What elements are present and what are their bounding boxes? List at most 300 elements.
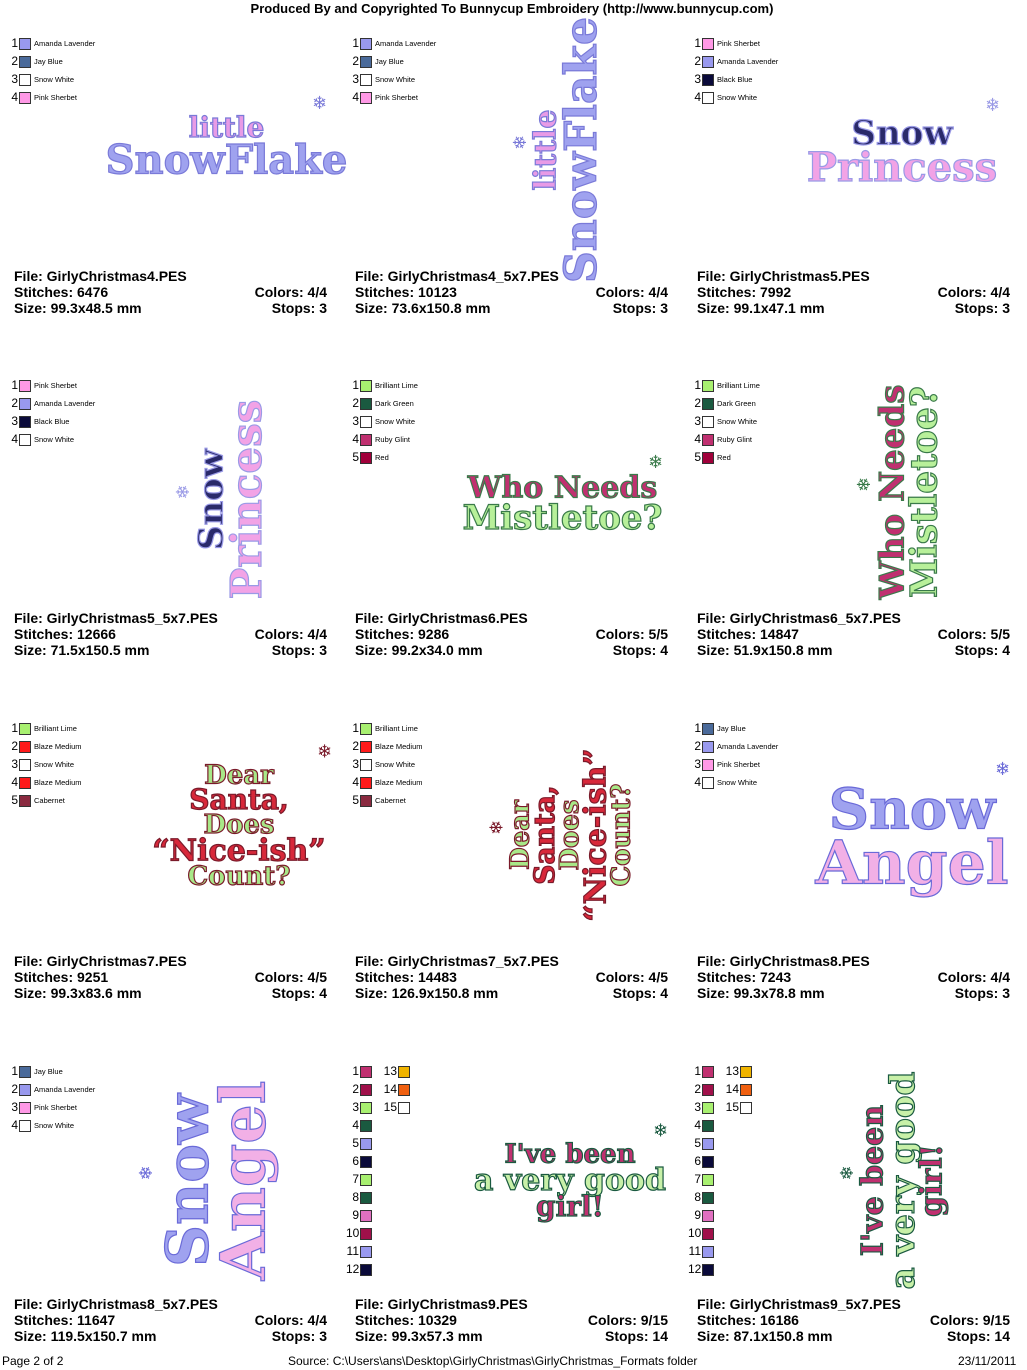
design-lettering: Dear xyxy=(505,800,536,870)
swatch-color-name: Snow White xyxy=(34,1121,75,1130)
swatch-color-box xyxy=(19,1120,31,1132)
swatch-number: 9 xyxy=(352,1208,359,1222)
swatch-color-box xyxy=(360,1174,372,1186)
design-lettering: girl! xyxy=(914,1144,950,1217)
swatch-color-box xyxy=(19,723,31,735)
info-row xyxy=(14,1312,327,1328)
info-row xyxy=(14,300,327,316)
swatch-color-box xyxy=(19,759,31,771)
info-row xyxy=(355,1296,668,1312)
swatch-color-box xyxy=(702,1138,714,1150)
swatch-color-box xyxy=(19,38,31,50)
swatch-color-name: Jay Blue xyxy=(34,57,63,66)
page-header: Produced By and Copyrighted To Bunnycup Embroidery (http://www.bunnycup.com) xyxy=(250,1,774,16)
swatch-color-box xyxy=(360,92,372,104)
design-size: Size: 99.3x83.6 mm xyxy=(14,985,142,1001)
swatch-number: 10 xyxy=(346,1226,360,1240)
color-swatch-row xyxy=(688,1172,858,1190)
swatch-number: 14 xyxy=(383,1082,397,1096)
swatch-color-box xyxy=(19,741,31,753)
snowflake-icon: ❄ xyxy=(510,134,531,150)
swatch-number: 4 xyxy=(11,90,18,104)
color-swatch-row xyxy=(346,1262,516,1280)
swatch-color-name: Pink Sherbet xyxy=(717,760,760,769)
swatch-color-name: Snow White xyxy=(717,778,758,787)
color-swatch-row xyxy=(5,721,175,739)
design-lettering: “Nice-ish” xyxy=(578,748,614,922)
info-row xyxy=(14,1296,327,1312)
swatch-color-name: Ruby Glint xyxy=(717,435,753,444)
color-count: Colors: 4/4 xyxy=(937,969,1010,985)
swatch-color-box xyxy=(702,398,714,410)
swatch-color-name: Amanda Lavender xyxy=(717,57,779,66)
color-swatch-row xyxy=(688,72,858,90)
swatch-color-box xyxy=(19,416,31,428)
swatch-number: 2 xyxy=(11,1082,18,1096)
file-name: File: GirlyChristmas5.PES xyxy=(697,268,870,284)
swatch-color-name: Black Blue xyxy=(717,75,753,84)
swatch-color-name: Amanda Lavender xyxy=(34,1085,96,1094)
swatch-color-box xyxy=(702,380,714,392)
swatch-color-box xyxy=(702,434,714,446)
swatch-number: 2 xyxy=(352,1082,359,1096)
info-row xyxy=(355,610,668,626)
design-lettering: Mistletoe? xyxy=(462,497,663,538)
info-row xyxy=(14,969,327,985)
swatch-color-box xyxy=(360,380,372,392)
swatch-number: 4 xyxy=(11,432,18,446)
design-info xyxy=(697,953,1010,1001)
design-info xyxy=(355,268,668,316)
stitch-count: Stitches: 16186 xyxy=(697,1312,799,1328)
stitch-count: Stitches: 9251 xyxy=(14,969,109,985)
color-swatch-row xyxy=(5,378,175,396)
swatch-color-name: Brilliant Lime xyxy=(375,381,418,390)
swatch-number: 4 xyxy=(11,1118,18,1132)
design-info xyxy=(14,610,327,658)
swatch-number: 3 xyxy=(11,757,18,771)
swatch-color-box xyxy=(360,795,372,807)
swatch-number: 3 xyxy=(694,1100,701,1114)
swatch-color-box xyxy=(360,38,372,50)
color-swatch-row xyxy=(688,378,858,396)
design-info xyxy=(14,1296,327,1344)
stop-count: Stops: 4 xyxy=(271,985,327,1001)
swatch-color-name: Jay Blue xyxy=(717,724,746,733)
swatch-color-name: Jay Blue xyxy=(375,57,404,66)
stop-count: Stops: 3 xyxy=(271,1328,327,1344)
swatch-number: 3 xyxy=(352,414,359,428)
swatch-number: 4 xyxy=(694,1118,701,1132)
swatch-number: 1 xyxy=(352,36,359,50)
info-row xyxy=(355,642,668,658)
swatch-color-name: Brilliant Lime xyxy=(375,724,418,733)
swatch-color-box xyxy=(702,1084,714,1096)
design-card xyxy=(11,695,344,1025)
swatch-color-box xyxy=(19,1102,31,1114)
stitch-count: Stitches: 11647 xyxy=(14,1312,116,1328)
swatch-color-box xyxy=(740,1084,752,1096)
color-swatch-row xyxy=(346,396,516,414)
swatch-number: 3 xyxy=(694,757,701,771)
swatch-number: 13 xyxy=(725,1064,739,1078)
color-swatch-row xyxy=(5,414,175,432)
swatch-color-box xyxy=(360,398,372,410)
color-palette xyxy=(688,1064,858,1280)
swatch-color-name: Blaze Medium xyxy=(34,778,82,787)
swatch-number: 12 xyxy=(346,1262,360,1276)
swatch-color-box xyxy=(702,416,714,428)
design-lettering: Snow xyxy=(191,448,232,551)
swatch-color-box xyxy=(702,741,714,753)
swatch-color-box xyxy=(702,38,714,50)
design-lettering: girl! xyxy=(536,1189,604,1223)
swatch-color-box xyxy=(702,1102,714,1114)
design-lettering: Princess xyxy=(221,399,271,600)
design-card xyxy=(352,10,685,340)
swatch-number: 11 xyxy=(346,1244,359,1258)
swatch-color-name: Ruby Glint xyxy=(375,435,411,444)
swatch-color-name: Snow White xyxy=(34,435,75,444)
snowflake-icon: ❄ xyxy=(486,819,508,835)
design-size: Size: 99.1x47.1 mm xyxy=(697,300,825,316)
info-row xyxy=(697,1328,1010,1344)
color-count: Colors: 5/5 xyxy=(937,626,1010,642)
file-name: File: GirlyChristmas7.PES xyxy=(14,953,187,969)
info-row xyxy=(697,1312,1010,1328)
stop-count: Stops: 4 xyxy=(612,985,668,1001)
swatch-color-name: Amanda Lavender xyxy=(717,742,779,751)
swatch-color-name: Amanda Lavender xyxy=(34,399,96,408)
design-info xyxy=(697,1296,1010,1344)
swatch-number: 5 xyxy=(694,1136,701,1150)
design-card xyxy=(688,1038,1027,1368)
design-info xyxy=(697,268,1010,316)
swatch-number: 2 xyxy=(694,739,701,753)
stop-count: Stops: 3 xyxy=(612,300,668,316)
swatch-color-name: Blaze Medium xyxy=(34,742,82,751)
swatch-number: 1 xyxy=(694,36,701,50)
swatch-number: 4 xyxy=(352,432,359,446)
color-swatch-row xyxy=(688,1226,858,1244)
swatch-number: 4 xyxy=(694,775,701,789)
swatch-color-box xyxy=(702,1156,714,1168)
color-palette xyxy=(346,378,516,468)
design-card xyxy=(11,352,344,682)
design-lettering: little xyxy=(188,110,265,144)
stitch-count: Stitches: 9286 xyxy=(355,626,450,642)
design-size: Size: 99.2x34.0 mm xyxy=(355,642,483,658)
design-card xyxy=(694,695,1027,1025)
swatch-color-name: Cabernet xyxy=(375,796,406,805)
design-size: Size: 119.5x150.7 mm xyxy=(14,1328,157,1344)
info-row xyxy=(14,953,327,969)
info-row xyxy=(697,284,1010,300)
swatch-number: 1 xyxy=(352,378,359,392)
snowflake-icon: ❄ xyxy=(136,1165,157,1181)
swatch-color-box xyxy=(360,452,372,464)
stop-count: Stops: 4 xyxy=(612,642,668,658)
swatch-color-box xyxy=(19,1066,31,1078)
swatch-color-box xyxy=(702,1192,714,1204)
swatch-color-name: Pink Sherbet xyxy=(34,381,77,390)
file-name: File: GirlyChristmas4.PES xyxy=(14,268,187,284)
swatch-color-box xyxy=(19,380,31,392)
design-size: Size: 99.3x57.3 mm xyxy=(355,1328,483,1344)
swatch-color-name: Snow White xyxy=(717,417,758,426)
swatch-color-box xyxy=(360,434,372,446)
swatch-number: 1 xyxy=(694,721,701,735)
swatch-color-name: Blaze Medium xyxy=(375,742,423,751)
swatch-number: 9 xyxy=(694,1208,701,1222)
design-info xyxy=(355,953,668,1001)
stitch-count: Stitches: 10329 xyxy=(355,1312,457,1328)
design-lettering: Does xyxy=(203,810,275,841)
design-lettering: Mistletoe? xyxy=(903,386,946,598)
swatch-number: 3 xyxy=(352,757,359,771)
swatch-color-name: Brilliant Lime xyxy=(34,724,77,733)
swatch-number: 7 xyxy=(694,1172,701,1186)
swatch-number: 2 xyxy=(11,739,18,753)
design-lettering: Count? xyxy=(606,783,637,887)
color-swatch-row xyxy=(688,1190,858,1208)
color-swatch-row xyxy=(5,72,175,90)
color-swatch-row xyxy=(688,1262,858,1280)
design-card xyxy=(352,695,685,1025)
stop-count: Stops: 3 xyxy=(271,642,327,658)
swatch-color-name: Snow White xyxy=(375,417,416,426)
design-lettering: Snow xyxy=(153,1094,222,1267)
swatch-number: 2 xyxy=(694,1082,701,1096)
swatch-number: 6 xyxy=(694,1154,701,1168)
design-lettering: Angel xyxy=(206,1080,280,1281)
color-swatch-row xyxy=(688,1100,858,1118)
swatch-color-box xyxy=(702,56,714,68)
swatch-color-box xyxy=(19,1084,31,1096)
design-info xyxy=(14,953,327,1001)
stitch-count: Stitches: 12666 xyxy=(14,626,116,642)
swatch-color-box xyxy=(360,56,372,68)
design-lettering: Does xyxy=(555,799,586,871)
swatch-color-box xyxy=(702,1228,714,1240)
swatch-color-name: Jay Blue xyxy=(34,1067,63,1076)
stop-count: Stops: 4 xyxy=(954,642,1010,658)
info-row xyxy=(14,985,327,1001)
swatch-number: 2 xyxy=(694,396,701,410)
info-row xyxy=(697,626,1010,642)
swatch-color-box xyxy=(702,1174,714,1186)
stitch-count: Stitches: 7992 xyxy=(697,284,792,300)
swatch-color-box xyxy=(19,777,31,789)
swatch-number: 1 xyxy=(694,378,701,392)
file-name: File: GirlyChristmas4_5x7.PES xyxy=(355,268,559,284)
file-name: File: GirlyChristmas8_5x7.PES xyxy=(14,1296,218,1312)
swatch-color-box xyxy=(360,1066,372,1078)
color-count: Colors: 4/4 xyxy=(254,284,327,300)
swatch-color-box xyxy=(19,795,31,807)
swatch-color-box xyxy=(398,1066,410,1078)
swatch-color-box xyxy=(360,777,372,789)
color-swatch-row xyxy=(688,1136,858,1154)
file-name: File: GirlyChristmas9_5x7.PES xyxy=(697,1296,901,1312)
color-swatch-row xyxy=(5,432,175,450)
embroidery-design-image xyxy=(847,382,967,602)
color-swatch-row xyxy=(688,54,858,72)
design-lettering: a very good xyxy=(882,1071,923,1290)
swatch-number: 3 xyxy=(694,72,701,86)
color-swatch-row xyxy=(688,721,858,739)
design-card xyxy=(694,352,1027,682)
design-info xyxy=(355,610,668,658)
stop-count: Stops: 14 xyxy=(946,1328,1010,1344)
swatch-color-box xyxy=(19,56,31,68)
embroidery-design-image xyxy=(837,1068,967,1293)
info-row xyxy=(697,969,1010,985)
swatch-color-box xyxy=(360,723,372,735)
design-lettering: little xyxy=(528,109,564,191)
swatch-number: 2 xyxy=(352,396,359,410)
swatch-color-box xyxy=(702,759,714,771)
color-count: Colors: 5/5 xyxy=(595,626,668,642)
color-swatch-row xyxy=(346,36,516,54)
swatch-color-box xyxy=(360,741,372,753)
swatch-color-box xyxy=(19,74,31,86)
embroidery-design-image xyxy=(455,452,670,542)
design-lettering: Santa, xyxy=(189,783,289,817)
swatch-number: 1 xyxy=(11,1064,18,1078)
info-row xyxy=(697,268,1010,284)
design-card xyxy=(694,10,1027,340)
color-swatch-row xyxy=(688,414,858,432)
info-row xyxy=(355,969,668,985)
design-lettering: I've been xyxy=(504,1139,636,1170)
embroidery-design-image xyxy=(807,755,1017,915)
swatch-color-box xyxy=(702,92,714,104)
info-row xyxy=(14,1328,327,1344)
snowflake-icon: ❄ xyxy=(985,95,1001,116)
swatch-number: 1 xyxy=(11,721,18,735)
color-swatch-row xyxy=(688,36,858,54)
color-swatch-row xyxy=(346,432,516,450)
color-swatch-row xyxy=(346,1064,516,1082)
color-swatch-row xyxy=(5,396,175,414)
swatch-number: 3 xyxy=(11,72,18,86)
snowflake-icon: ❄ xyxy=(837,1165,858,1181)
design-lettering: Snow xyxy=(851,113,953,154)
swatch-color-name: Amanda Lavender xyxy=(375,39,437,48)
file-name: File: GirlyChristmas6.PES xyxy=(355,610,528,626)
color-count: Colors: 9/15 xyxy=(587,1312,668,1328)
embroidery-design-image xyxy=(105,90,348,200)
design-lettering: Who Needs xyxy=(872,384,913,600)
swatch-color-name: Snow White xyxy=(34,75,75,84)
color-swatch-row xyxy=(688,1064,858,1082)
swatch-number: 1 xyxy=(352,721,359,735)
info-row xyxy=(14,268,327,284)
swatch-color-box xyxy=(740,1066,752,1078)
file-name: File: GirlyChristmas8.PES xyxy=(697,953,870,969)
swatch-number: 3 xyxy=(352,1100,359,1114)
swatch-color-box xyxy=(360,1102,372,1114)
swatch-number: 3 xyxy=(11,1100,18,1114)
swatch-color-box xyxy=(702,452,714,464)
embroidery-design-image xyxy=(139,740,339,915)
info-row xyxy=(355,284,668,300)
swatch-number: 11 xyxy=(688,1244,701,1258)
color-swatch-row xyxy=(688,432,858,450)
swatch-color-name: Amanda Lavender xyxy=(34,39,96,48)
stop-count: Stops: 3 xyxy=(954,985,1010,1001)
design-lettering: SnowFlake xyxy=(105,136,348,184)
swatch-color-box xyxy=(740,1102,752,1114)
design-lettering: Princess xyxy=(806,144,998,192)
color-count: Colors: 4/4 xyxy=(254,626,327,642)
swatch-number: 5 xyxy=(352,1136,359,1150)
info-row xyxy=(697,1296,1010,1312)
info-row xyxy=(697,610,1010,626)
swatch-number: 5 xyxy=(352,450,359,464)
swatch-color-name: Red xyxy=(717,453,731,462)
color-palette xyxy=(346,36,516,108)
swatch-color-name: Snow White xyxy=(34,760,75,769)
swatch-number: 1 xyxy=(352,1064,359,1078)
color-swatch-row xyxy=(688,1244,858,1262)
swatch-number: 4 xyxy=(11,775,18,789)
color-swatch-row xyxy=(346,90,516,108)
swatch-color-box xyxy=(360,1120,372,1132)
swatch-number: 3 xyxy=(11,414,18,428)
page-number: Page 2 of 2 xyxy=(2,1354,64,1368)
color-count: Colors: 4/4 xyxy=(937,284,1010,300)
swatch-number: 14 xyxy=(725,1082,739,1096)
design-size: Size: 99.3x78.8 mm xyxy=(697,985,825,1001)
design-size: Size: 51.9x150.8 mm xyxy=(697,642,833,658)
design-size: Size: 87.1x150.8 mm xyxy=(697,1328,833,1344)
swatch-color-name: Red xyxy=(375,453,389,462)
snowflake-icon: ❄ xyxy=(854,476,875,492)
info-row xyxy=(355,268,668,284)
info-row xyxy=(355,1328,668,1344)
design-lettering: a very good xyxy=(473,1163,667,1199)
swatch-number: 2 xyxy=(11,396,18,410)
swatch-color-box xyxy=(360,1138,372,1150)
info-row xyxy=(697,642,1010,658)
swatch-number: 2 xyxy=(11,54,18,68)
design-size: Size: 73.6x150.8 mm xyxy=(355,300,491,316)
design-info xyxy=(14,268,327,316)
design-info xyxy=(697,610,1010,658)
swatch-color-box xyxy=(398,1084,410,1096)
file-name: File: GirlyChristmas7_5x7.PES xyxy=(355,953,559,969)
color-swatch-row xyxy=(346,1244,516,1262)
info-row xyxy=(355,953,668,969)
snowflake-icon: ❄ xyxy=(317,741,333,763)
info-row xyxy=(14,284,327,300)
snowflake-icon: ❄ xyxy=(995,759,1011,780)
swatch-color-box xyxy=(360,74,372,86)
color-swatch-row xyxy=(688,1154,858,1172)
color-palette xyxy=(688,378,858,468)
stitch-count: Stitches: 14483 xyxy=(355,969,457,985)
swatch-color-box xyxy=(360,1246,372,1258)
file-name: File: GirlyChristmas9.PES xyxy=(355,1296,528,1312)
swatch-color-name: Black Blue xyxy=(34,417,70,426)
swatch-color-name: Snow White xyxy=(375,760,416,769)
swatch-number: 15 xyxy=(725,1100,739,1114)
swatch-number: 1 xyxy=(11,378,18,392)
swatch-number: 5 xyxy=(694,450,701,464)
swatch-color-box xyxy=(702,1264,714,1276)
